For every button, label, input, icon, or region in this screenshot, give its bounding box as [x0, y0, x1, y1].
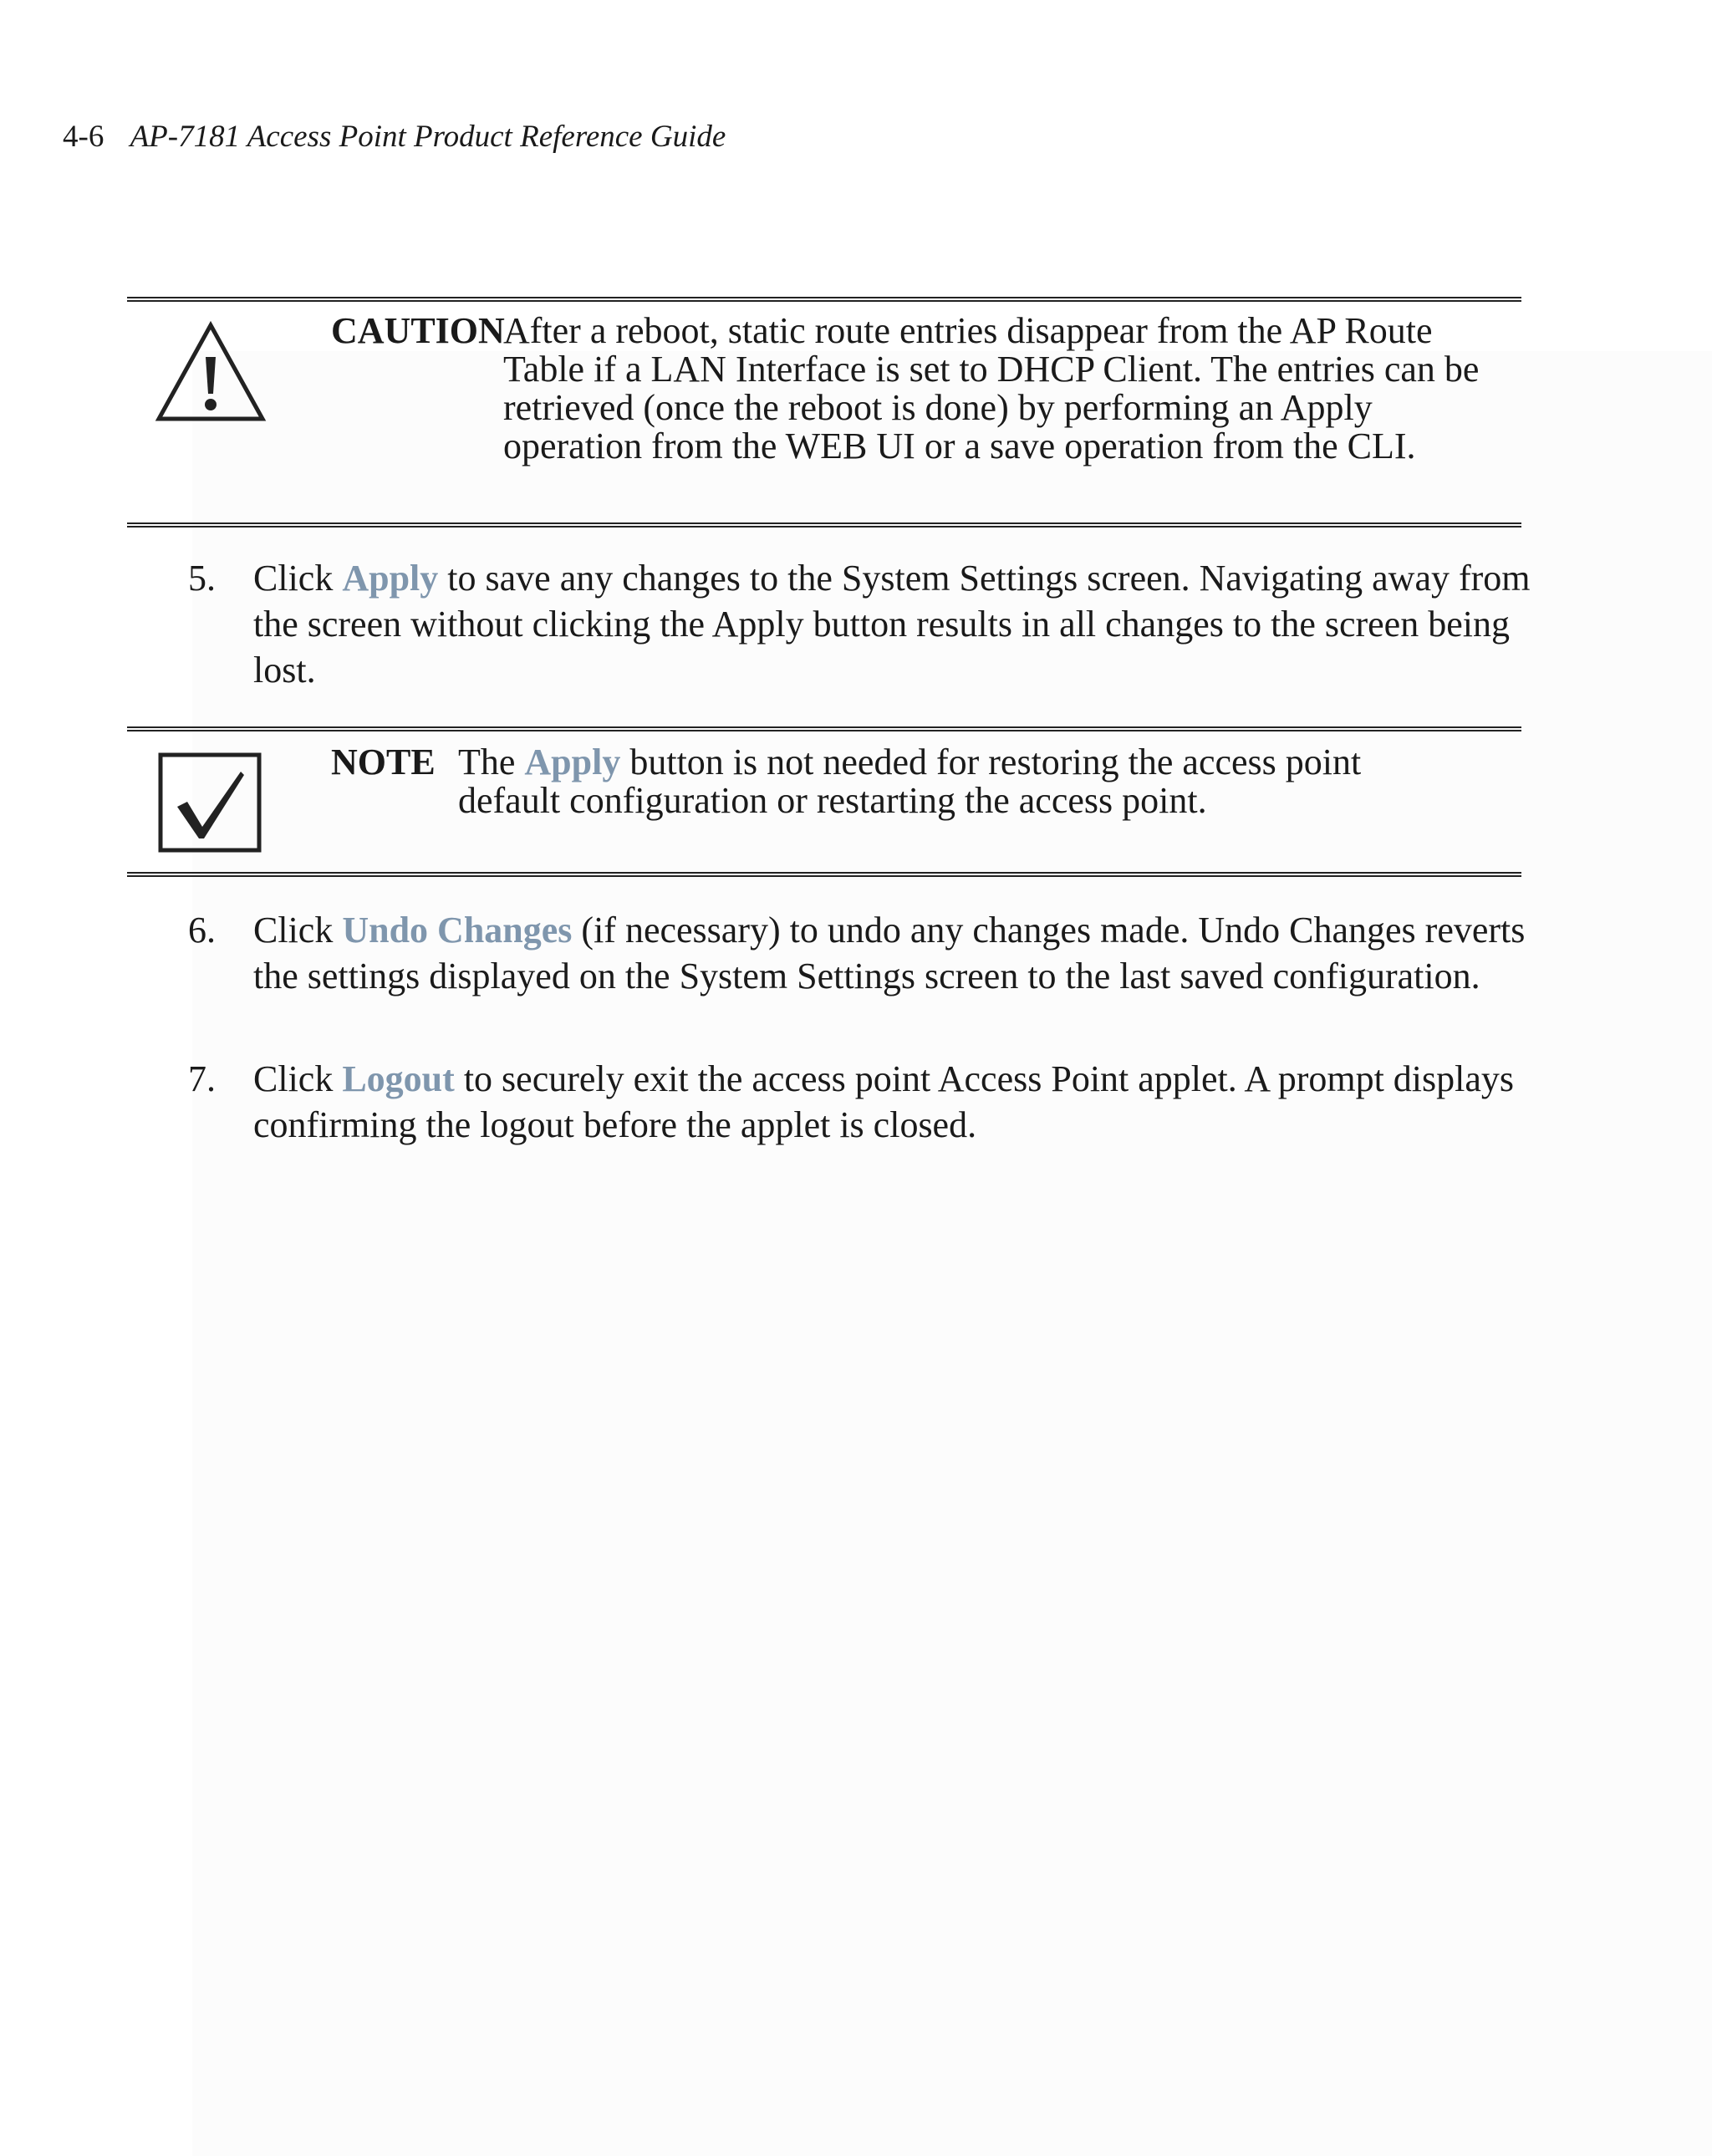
ui-term-undo-changes: Undo Changes [342, 910, 573, 951]
ui-term-apply: Apply [342, 558, 439, 599]
caution-callout [127, 297, 1521, 528]
step-number: 7. [188, 1058, 216, 1099]
step-text: Click Apply to save any changes to the System Settings screen. Navigating away from the screen without clicking the Apply button results in all changes to the screen being lost. [253, 558, 1531, 691]
note-label: NOTE [331, 742, 436, 782]
running-header [63, 119, 726, 155]
caution-text: After a reboot, static route entries disappear from the AP Route Table if a LAN Interface is set to DHCP Client. The entries can be retrieved (once the reboot is done) by performing an Apply operation from the WEB UI or a save operation from the CLI. [503, 310, 1480, 466]
step-number: 6. [188, 910, 216, 951]
note-text: The Apply button is not needed for restoring the access point default configuration or restarting the access point. [458, 742, 1362, 821]
warning-triangle-icon [154, 320, 268, 424]
step-text: Click Logout to securely exit the access point Access Point applet. A prompt displays confirming the logout before the applet is closed. [253, 1058, 1515, 1145]
guide-title: AP-7181 Access Point Product Reference Guide [130, 120, 726, 154]
ui-term-logout: Logout [342, 1058, 455, 1099]
checkmark-box-icon [157, 752, 262, 854]
ui-term-apply: Apply [524, 742, 621, 782]
step-number: 5. [188, 558, 216, 599]
page-number: 4-6 [63, 120, 104, 154]
caution-label: CAUTION [331, 310, 505, 351]
step-text: Click Undo Changes (if necessary) to undo any changes made. Undo Changes reverts the settings displayed on the System Settings screen to the last saved configuration. [253, 910, 1526, 996]
note-callout [127, 726, 1521, 877]
